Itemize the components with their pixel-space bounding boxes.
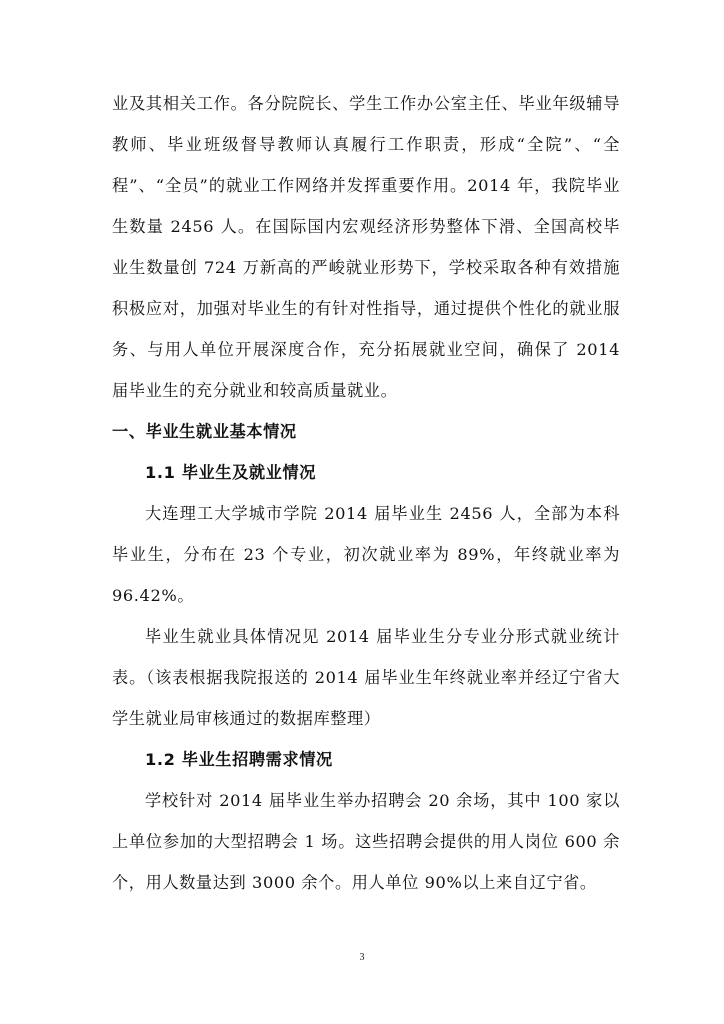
- intro-paragraph: 业及其相关工作。各分院院长、学生工作办公室主任、毕业年级辅导教师、毕业班级督导教师认真履行工作职责，形成“全院”、“全程”、“全员”的就业工作网络并发挥重要作用。2014 年，我院毕业生数量 2456 人。在国际国内宏观经济形势整体下滑、全国高校毕业生数量创 724 万新高的严峻就业形势下，学校采取各种有效措施积极应对，加强对毕业生的有针对性指导，通过提供个性化的就业服务、与用人单位开展深度合作，充分拓展就业空间，确保了 2014 届毕业生的充分就业和较高质量就业。: [112, 94, 620, 400]
- page-number: 3: [359, 952, 365, 963]
- employment-table-note-paragraph: 毕业生就业具体情况见 2014 届毕业生分专业分形式就业统计表。（该表根据我院报送的 2014 届毕业生年终就业率并经辽宁省大学生就业局审核通过的数据库整理）: [112, 627, 620, 728]
- subsection-heading-graduates-employment: 1.1 毕业生及就业情况: [145, 463, 317, 482]
- recruitment-paragraph: 学校针对 2014 届毕业生举办招聘会 20 余场，其中 100 家以上单位参加的大型招聘会 1 场。这些招聘会提供的用人岗位 600 余个，用人数量达到 3000 余个。用人单位 90%以上来自辽宁省。: [112, 791, 620, 892]
- section-heading-basic-employment: 一、毕业生就业基本情况: [112, 422, 297, 441]
- graduates-summary-paragraph: 大连理工大学城市学院 2014 届毕业生 2456 人，全部为本科毕业生，分布在 23 个专业，初次就业率为 89%，年终就业率为 96.42%。: [112, 504, 620, 605]
- page-content: [112, 83, 620, 903]
- subsection-heading-recruitment-demand: 1.2 毕业生招聘需求情况: [145, 750, 333, 769]
